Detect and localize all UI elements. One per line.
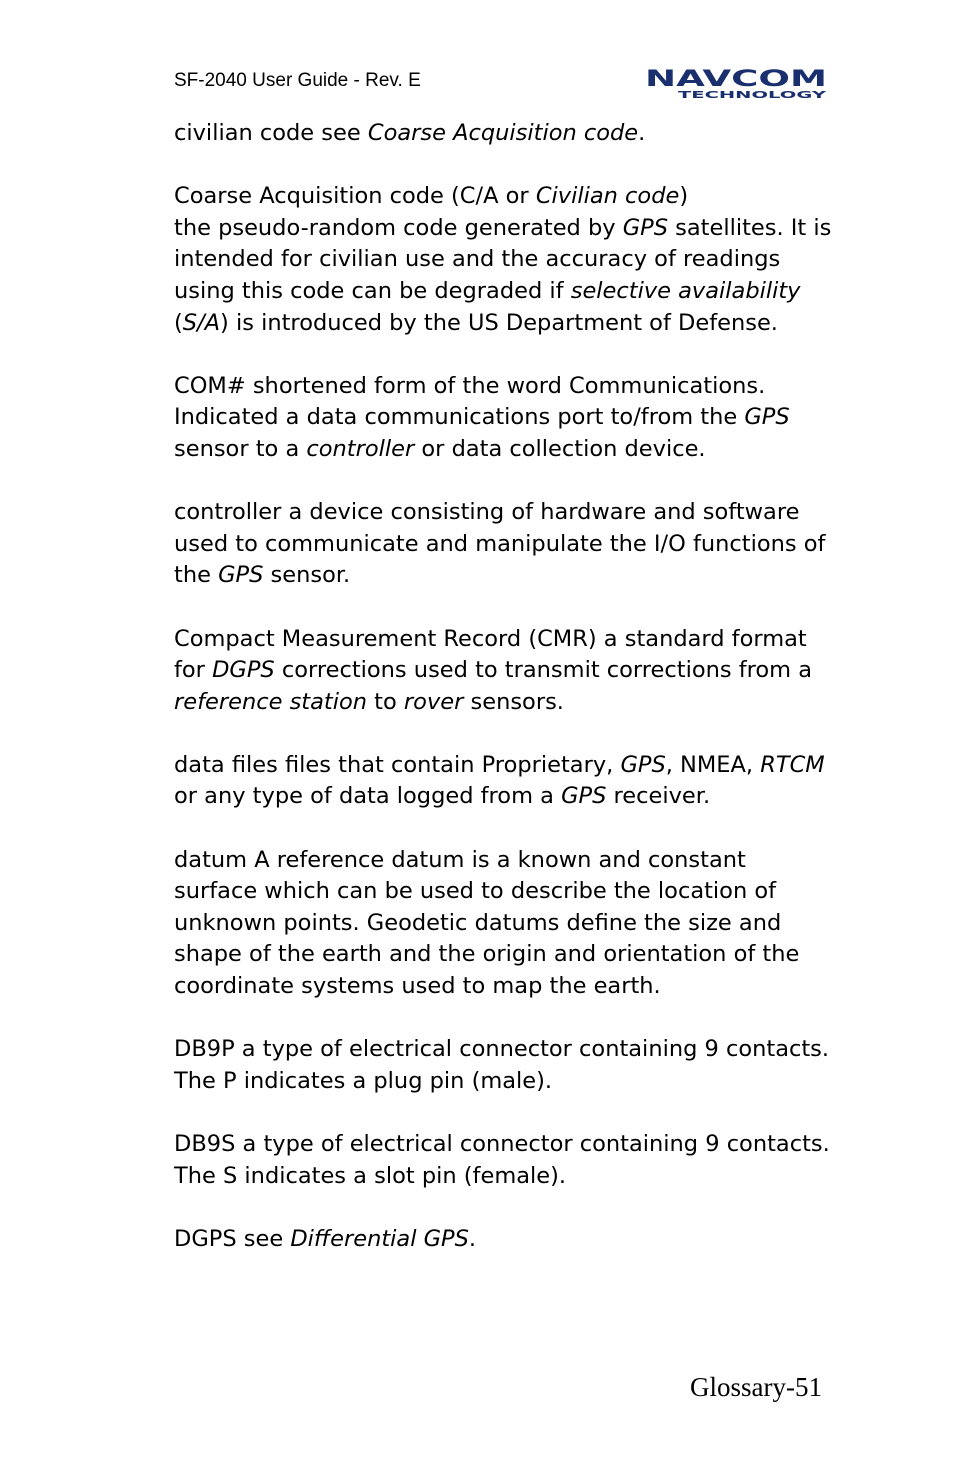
glossary-entry (174, 845, 834, 1003)
glossary-term: DB9S (174, 1131, 236, 1157)
glossary-entry (174, 181, 834, 339)
definition-text: the pseudo-random code generated by (174, 214, 623, 241)
definition-text: . (638, 120, 646, 146)
cross-reference: Coarse Acquisition code (367, 120, 639, 146)
cross-reference: selective availability (570, 277, 801, 304)
logo-subtext: TECHNOLOGY (678, 90, 828, 100)
definition-text: corrections used to transmit corrections from a (274, 657, 813, 684)
glossary-entry (174, 1129, 834, 1192)
glossary-entry (174, 497, 834, 592)
definition-text: sensor. (263, 562, 351, 589)
definition-text: ) is introduced by the US Department of Defense. (220, 309, 778, 336)
cross-reference: controller (306, 435, 415, 462)
cross-reference: GPS (622, 214, 669, 241)
definition-text: files that contain Proprietary, (277, 751, 621, 778)
definition-text: satellites. It is intended for civilian use and the accuracy of readings using this code can be degraded if (174, 214, 832, 304)
glossary-term: data files (174, 751, 278, 778)
definition-text: a type of electrical connector containing 9 contacts. The S indicates a slot pin (female). (174, 1131, 830, 1189)
definition-text: A reference datum is a known and constant surface which can be used to describe the location of unknown points. Geodetic datums define the size and shape of the earth and the origin and orientation of the coordinate systems used to map the earth. (174, 846, 800, 1000)
glossary-term: ) (679, 183, 689, 210)
glossary-term: DGPS (174, 1225, 237, 1252)
glossary-entries (174, 118, 834, 1287)
definition-text: . (468, 1225, 477, 1252)
glossary-term: Compact Measurement Record (CMR) (174, 625, 597, 652)
glossary-term: Coarse Acquisition code (C/A or (174, 183, 536, 210)
glossary-entry (174, 118, 834, 150)
definition-text: see (314, 120, 368, 146)
cross-reference: GPS (744, 404, 790, 431)
glossary-term: civilian code (174, 120, 315, 146)
definition-text: a standard format for (174, 625, 807, 684)
glossary-term: controller (174, 499, 282, 526)
cross-reference: DGPS (212, 657, 275, 684)
definition-text: or data collection device. (414, 435, 706, 462)
definition-text: sensors. (463, 688, 564, 715)
cross-reference: Differential GPS (290, 1225, 469, 1252)
glossary-entry (174, 624, 834, 719)
definition-text: or any type of data logged from a (174, 783, 562, 810)
definition-text: a type of electrical connector containing 9 contacts. The P indicates a plug pin (male). (174, 1036, 830, 1094)
page-number: Glossary-51 (690, 1372, 822, 1402)
glossary-term: DB9P (174, 1036, 235, 1063)
definition-text: ( (174, 309, 183, 336)
document-header-title: SF-2040 User Guide - Rev. E (174, 70, 421, 91)
cross-reference: GPS (218, 562, 264, 589)
glossary-term: datum (174, 846, 248, 873)
definition-text: receiver. (606, 783, 711, 810)
glossary-entry (174, 371, 834, 466)
glossary-entry (174, 1034, 834, 1097)
cross-reference: GPS (561, 783, 607, 810)
definition-text: shortened form of the word Communications. Indicated a data communications port to/from the (174, 372, 766, 431)
definition-text: to (367, 688, 404, 715)
glossary-term-reference: Civilian code (535, 183, 680, 210)
glossary-entry (174, 1224, 834, 1256)
glossary-entry (174, 750, 834, 813)
cross-reference: GPS (620, 751, 666, 778)
definition-text: sensor to a (174, 435, 307, 462)
glossary-term: COM# (174, 372, 246, 399)
cross-reference: rover (403, 688, 464, 715)
definition-text: , NMEA, (665, 751, 761, 778)
definition-text: a device consisting of hardware and software used to communicate and manipulate the I/O functions of the (174, 499, 826, 589)
definition-text: see (236, 1225, 291, 1252)
cross-reference: S/A (182, 309, 221, 336)
cross-reference: RTCM (760, 751, 825, 778)
logo-wordmark: NAVCOM (645, 67, 827, 92)
cross-reference: reference station (174, 688, 368, 715)
navcom-logo (644, 66, 828, 100)
